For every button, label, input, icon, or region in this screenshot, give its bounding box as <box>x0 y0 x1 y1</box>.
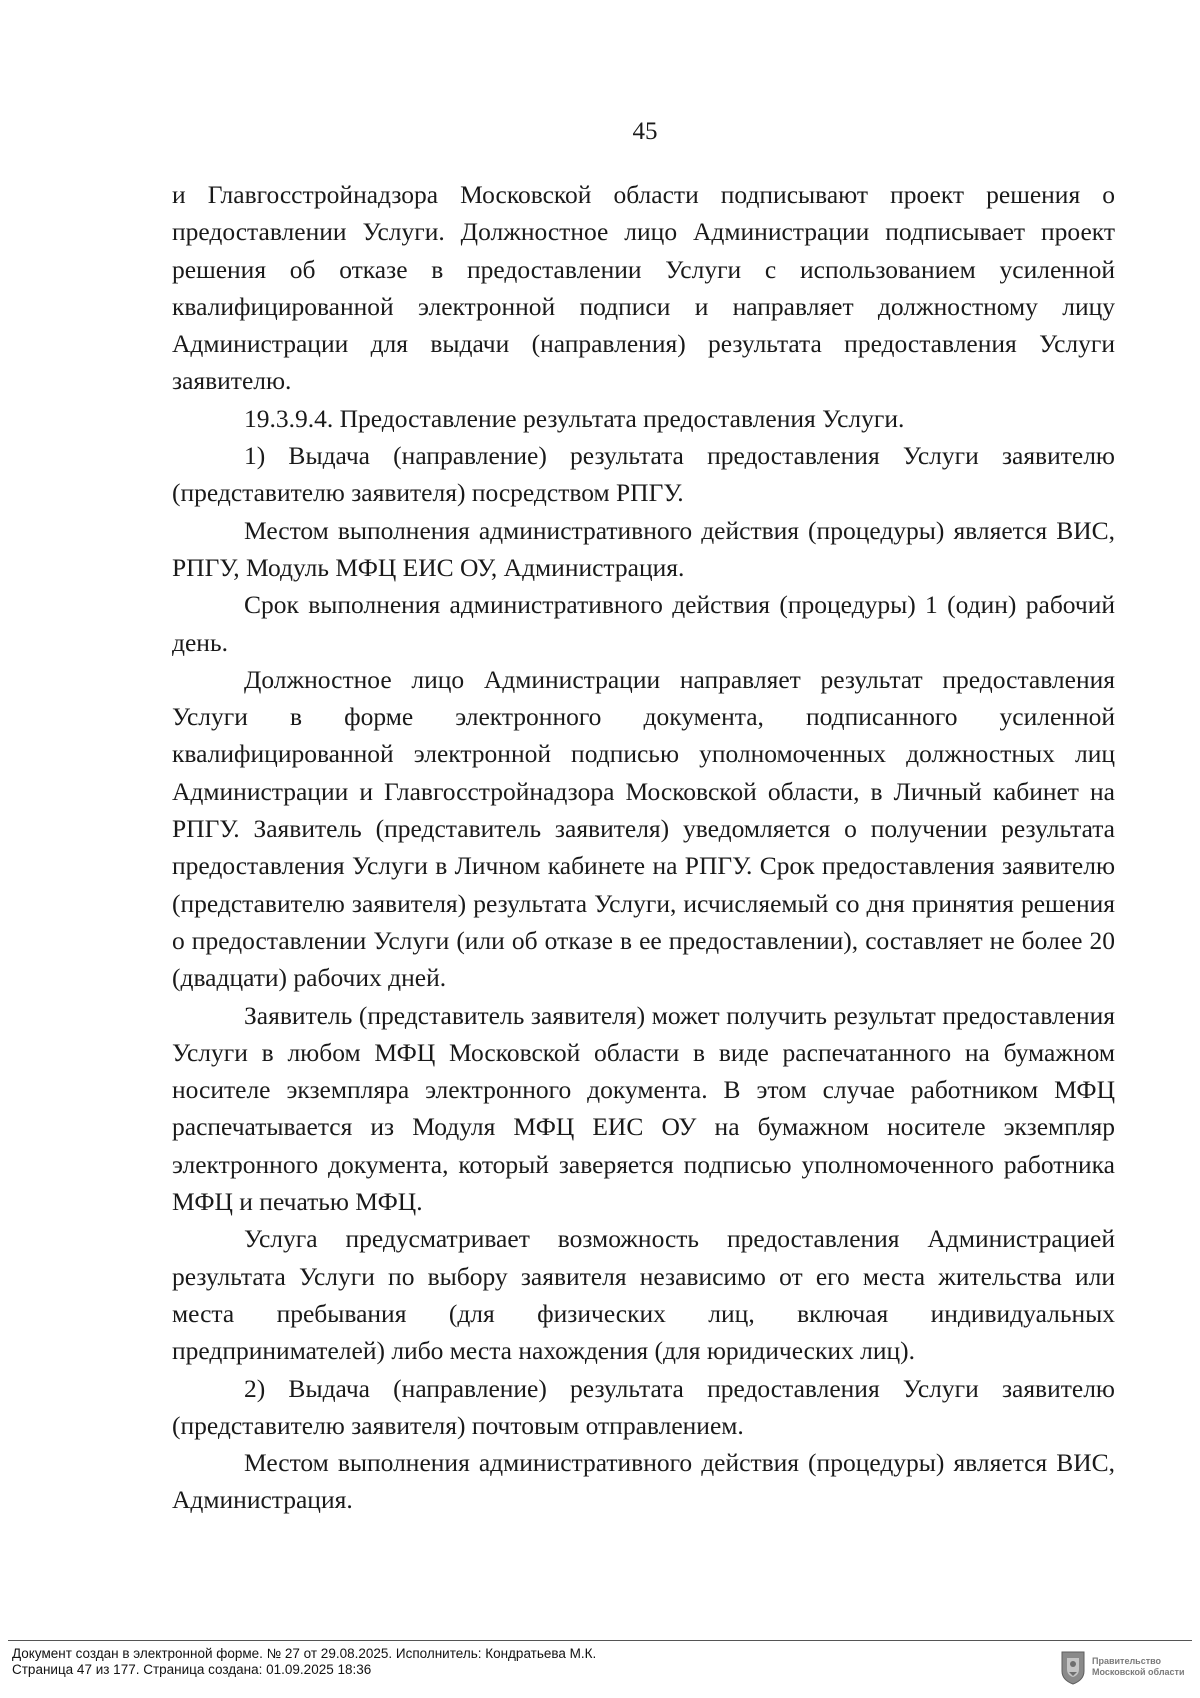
paragraph-item-2: 2) Выдача (направление) результата предоставления Услуги заявителю (представителю заявителя) почтовым отправлением. <box>172 1373 1115 1440</box>
footer-divider <box>8 1640 1192 1641</box>
footer-document-info: Документ создан в электронной форме. № 27 от 29.08.2025. Исполнитель: Кондратьева М.К. <box>12 1646 597 1661</box>
paragraph-mfc-pickup: Заявитель (представитель заявителя) может получить результат предоставления Услуги в любом МФЦ Московской области в виде распечатанного на бумажном носителе экземпляра электронного документа. В этом случае работником МФЦ распечатывается из Модуля МФЦ ЕИС ОУ на бумажном носителе экземпляр электронного документа, который заверяется подписью уполномоченного работника МФЦ и печатью МФЦ. <box>172 1000 1115 1217</box>
footer-page-info: Страница 47 из 177. Страница создана: 01.09.2025 18:36 <box>12 1662 372 1677</box>
paragraph-continuation: и Главгосстройнадзора Московской области подписывают проект решения о предоставлении Услуги. Должностное лицо Администрации подписывает проект решения об отказе в предоставлении Услуги с использованием усиленной квалифицированной электронной подписи и направляет должностному лицу Администрации для выдачи (направления) результата предоставления Услуги заявителю. <box>172 180 1115 396</box>
paragraph-official-sends: Должностное лицо Администрации направляет результат предоставления Услуги в форме электронного документа, подписанного усиленной квалифицированной электронной подписью уполномоченных должностных лиц Администрации и Главгосстройнадзора Московской области, в Личный кабинет на РПГУ. Заявитель (представитель заявителя) уведомляется о получении результата предоставления Услуги в Личном кабинете на РПГУ. Срок предоставления заявителю (представителю заявителя) результата Услуги, исчисляемый со дня принятия решения о предоставлении Услуги (или об отказе в ее предоставлении), составляет не более 20 (двадцати) рабочих дней. <box>172 664 1115 993</box>
moscow-region-emblem-icon <box>1060 1649 1086 1685</box>
paragraph-term: Срок выполнения административного действия (процедуры) 1 (один) рабочий день. <box>172 590 1115 657</box>
paragraph-extraterritorial: Услуга предусматривает возможность предоставления Администрацией результата Услуги по выбору заявителя независимо от его места жительства или места пребывания (для физических лиц, включая индивидуальных предпринимателей) либо места нахождения (для юридических лиц). <box>172 1224 1115 1366</box>
paragraph-place: Местом выполнения административного действия (процедуры) является ВИС, РПГУ, Модуль МФЦ ЕИС ОУ, Администрация. <box>172 515 1115 582</box>
footer-logo-line-2: Московской области <box>1092 1667 1185 1677</box>
paragraph-item-1: 1) Выдача (направление) результата предоставления Услуги заявителю (представителю заявителя) посредством РПГУ. <box>172 441 1115 508</box>
footer-logo-text <box>1092 1656 1185 1678</box>
footer-logo <box>1060 1643 1190 1691</box>
paragraph-place-2: Местом выполнения административного действия (процедуры) является ВИС, Администрация. <box>172 1448 1115 1515</box>
section-heading-19-3-9-4: 19.3.9.4. Предоставление результата предоставления Услуги. <box>244 403 905 433</box>
document-body <box>172 176 1115 1519</box>
footer-logo-line-1: Правительство <box>1092 1656 1162 1666</box>
page-number: 45 <box>632 118 658 145</box>
footer-info <box>12 1646 596 1678</box>
